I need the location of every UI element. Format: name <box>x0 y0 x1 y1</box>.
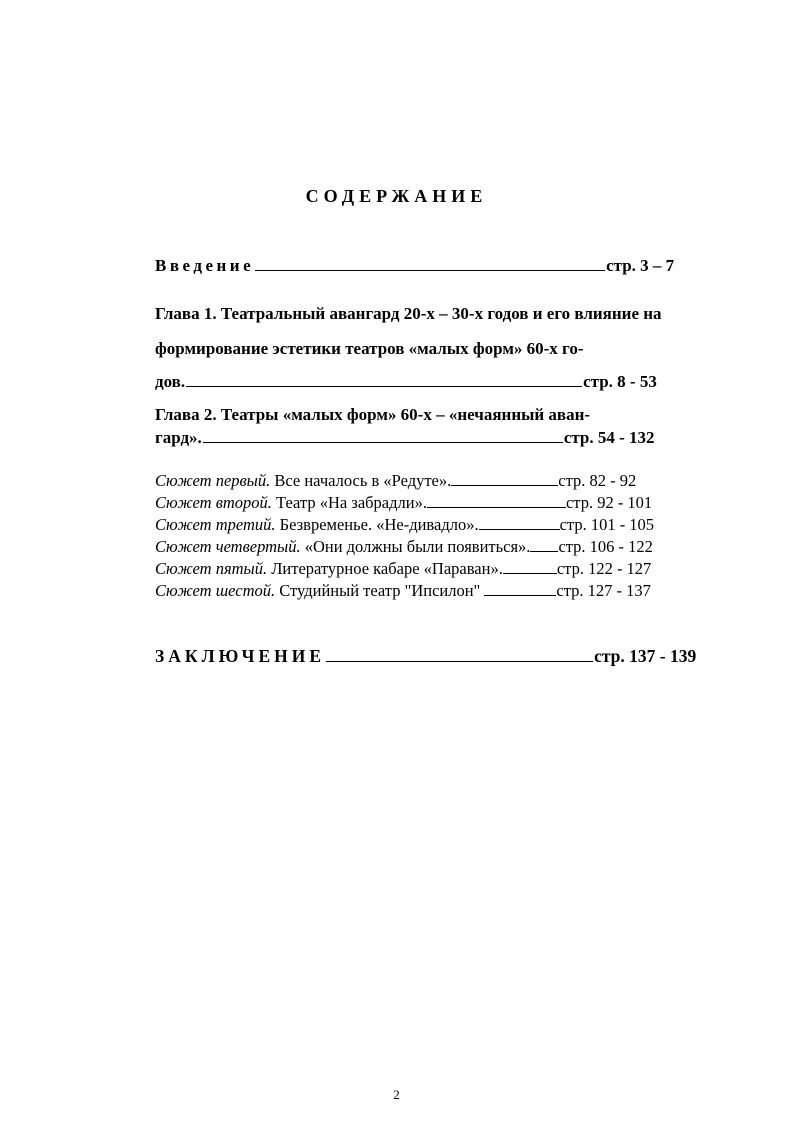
toc-subentry-plot <box>155 558 654 580</box>
plot-label: Сюжет четвертый. <box>155 537 301 556</box>
toc-entry-pages: стр. 3 – 7 <box>606 256 675 275</box>
toc-subentry-plot <box>155 470 654 492</box>
toc-entry-introduction <box>155 256 674 276</box>
plot-label: Сюжет первый. <box>155 471 271 490</box>
toc-entry-chapter1-line3 <box>155 372 657 392</box>
toc-entry-chapter2-line1: Глава 2. Театры «малых форм» 60-х – «нечаянный аван- <box>155 405 591 424</box>
leader-line <box>427 506 566 508</box>
toc-entry-chapter1-line2: формирование эстетики театров «малых форм» 60-х го- <box>155 339 584 358</box>
plot-label: Сюжет второй. <box>155 493 272 512</box>
leader-line <box>255 269 605 271</box>
toc-entry-chapter1-line1: Глава 1. Театральный авангард 20-х – 30-х годов и его влияние на <box>155 304 662 323</box>
plot-title: Безвременье. «Не-дивадло». <box>275 515 479 534</box>
plot-label: Сюжет шестой. <box>155 581 276 600</box>
page-title: СОДЕРЖАНИЕ <box>305 186 488 206</box>
plot-title: Все началось в «Редуте». <box>270 471 452 490</box>
leader-line <box>503 572 557 574</box>
plot-pages: стр. 101 - 105 <box>559 515 655 534</box>
plot-pages: стр. 122 - 127 <box>556 559 652 578</box>
toc-subentry-plot <box>155 536 654 558</box>
toc-entry-label: Введение <box>155 256 255 275</box>
toc-entry-pages: стр. 54 - 132 <box>563 428 655 447</box>
plot-pages: стр. 82 - 92 <box>558 471 637 490</box>
plot-pages: стр. 106 - 122 <box>558 537 653 556</box>
plot-pages: стр. 92 - 101 <box>565 493 653 512</box>
toc-entry-pages: стр. 8 - 53 <box>583 372 657 391</box>
toc-entry-conclusion <box>155 646 696 666</box>
leader-line <box>186 385 582 387</box>
toc-subentry-plot <box>155 492 654 514</box>
toc-entry-pages: стр. 137 - 139 <box>594 646 697 666</box>
leader-line <box>484 594 556 596</box>
leader-line <box>479 528 560 530</box>
plot-label: Сюжет третий. <box>155 515 276 534</box>
plot-title: Литературное кабаре «Параван». <box>267 559 503 578</box>
toc-entry-text: гард». <box>155 428 202 447</box>
toc-subentry-plot <box>155 580 654 602</box>
leader-line <box>530 550 558 552</box>
plot-title: «Они должны были появиться». <box>300 537 531 556</box>
toc-entry-label: ЗАКЛЮЧЕНИЕ <box>155 646 326 666</box>
plot-pages: стр. 127 - 137 <box>556 581 651 600</box>
plot-label: Сюжет пятый. <box>155 559 268 578</box>
leader-line <box>451 484 558 486</box>
leader-line <box>203 441 563 443</box>
plot-title: Студийный театр "Ипсилон" <box>275 581 485 600</box>
leader-line <box>326 660 593 662</box>
page-number: 2 <box>393 1087 400 1102</box>
toc-entry-chapter2-line2 <box>155 428 655 448</box>
plot-title: Театр «На забрадли». <box>271 493 427 512</box>
toc-subentry-plot <box>155 514 654 536</box>
toc-entry-text: дов. <box>155 372 186 391</box>
plot-list <box>155 470 654 602</box>
